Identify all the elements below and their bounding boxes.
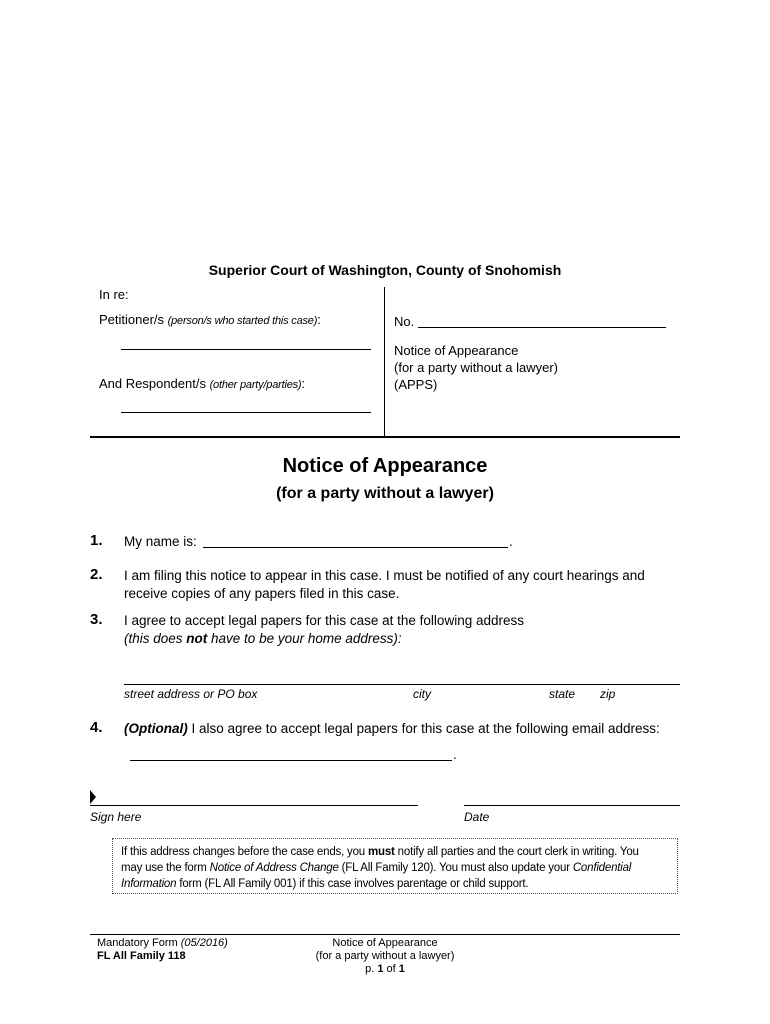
item-3-line2-not: not: [186, 631, 208, 646]
footer-page: [285, 963, 485, 976]
footer-form-id: FL All Family 118: [97, 950, 186, 962]
address-change-notice: [112, 838, 678, 894]
case-number-label: No.: [394, 314, 415, 329]
caption-bottom-rule: [90, 436, 680, 438]
notice-p3: may use the form: [121, 862, 210, 874]
page-subtitle: (for a party without a lawyer): [276, 485, 494, 502]
item-1-number: 1.: [90, 532, 103, 549]
respondent-label-row: [99, 376, 305, 391]
item-4-number: 4.: [90, 719, 103, 736]
notice-p1: If this address changes before the case ends, you: [121, 846, 368, 858]
signature-field[interactable]: [90, 805, 418, 806]
item-3-line2: [124, 630, 684, 648]
case-number-field[interactable]: [418, 327, 666, 328]
item-3-line2-c: have to be your home address):: [207, 631, 402, 646]
date-field[interactable]: [464, 805, 680, 806]
respondent-label: And Respondent/s: [99, 376, 206, 391]
footer-center: [285, 937, 485, 976]
respondent-name-field[interactable]: [121, 412, 371, 413]
item-1-text: My name is:: [124, 534, 197, 549]
item-3-text: [124, 612, 684, 648]
footer-page-of: of: [383, 963, 399, 975]
item-3-number: 3.: [90, 611, 103, 628]
sign-here-arrow-icon: [90, 790, 96, 804]
caption-doc-title-line1: Notice of Appearance: [394, 343, 519, 358]
address-city-label: city: [413, 687, 431, 701]
item-4-rest: I also agree to accept legal papers for this case at the following email address:: [187, 721, 660, 736]
petitioner-colon: :: [317, 312, 321, 327]
caption-doc-title-line2: (for a party without a lawyer): [394, 360, 559, 375]
notice-line1: [121, 844, 669, 860]
email-field[interactable]: [130, 760, 452, 761]
notice-p4: (FL All Family 120). You must also update your: [338, 862, 573, 874]
notice-line2: [121, 860, 669, 876]
item-2-line1: I am filing this notice to appear in this case. I must be notified of any court hearings and: [124, 568, 645, 583]
notice-must: must: [368, 846, 395, 858]
notice-p5: form (FL All Family 001) if this case involves parentage or child support.: [176, 878, 529, 890]
item-4-optional: (Optional): [124, 721, 188, 736]
notice-form2a: Confidential: [572, 862, 632, 874]
notice-p2: notify all parties and the court clerk in writing. You: [394, 846, 639, 858]
address-state-label: state: [549, 687, 576, 701]
date-label: Date: [464, 810, 490, 824]
respondent-hint: (other party/parties): [209, 379, 302, 391]
footer-left: [97, 937, 228, 963]
item-3-line1: I agree to accept legal papers for this case at the following address: [124, 613, 524, 628]
caption-divider: [384, 287, 385, 437]
item-2-line2: receive copies of any papers filed in this case.: [124, 586, 400, 601]
item-1-period: .: [509, 534, 513, 549]
petitioner-hint: (person/s who started this case): [167, 315, 318, 327]
footer-center-1: Notice of Appearance: [332, 937, 438, 949]
page-title: Notice of Appearance: [282, 455, 488, 477]
caption-doc-code: (APPS): [394, 377, 438, 392]
sign-here-label: Sign here: [90, 810, 142, 824]
petitioner-name-field[interactable]: [121, 349, 371, 350]
footer-mandatory: [97, 937, 228, 950]
footer-rule: [90, 934, 680, 935]
petitioner-label: Petitioner/s: [99, 312, 165, 327]
footer-page-total: 1: [398, 963, 405, 975]
notice-form2b: Information: [121, 878, 177, 890]
address-zip-label: zip: [600, 687, 616, 701]
item-3-line2-a: (this does: [124, 631, 187, 646]
in-re-label: In re:: [99, 287, 129, 302]
footer-center-2: (for a party without a lawyer): [315, 950, 455, 962]
item-4-period: .: [453, 747, 457, 762]
caption-doc-title: [394, 342, 558, 393]
petitioner-label-row: [99, 312, 321, 327]
item-2-text: [124, 567, 684, 603]
footer-mandatory-date: (05/2016): [180, 937, 228, 949]
item-4-text: [124, 720, 684, 738]
court-title: Superior Court of Washington, County of Snohomish: [208, 262, 562, 278]
notice-form1: Notice of Address Change: [209, 862, 339, 874]
address-field[interactable]: [124, 684, 680, 685]
address-street-label: street address or PO box: [124, 687, 258, 701]
footer-page-num: 1: [377, 963, 384, 975]
name-field[interactable]: [203, 547, 508, 548]
respondent-colon: :: [301, 376, 306, 391]
footer-mandatory-label: Mandatory Form: [97, 937, 181, 949]
notice-line3: [121, 876, 669, 892]
item-2-number: 2.: [90, 566, 103, 583]
footer-page-prefix: p.: [365, 963, 378, 975]
